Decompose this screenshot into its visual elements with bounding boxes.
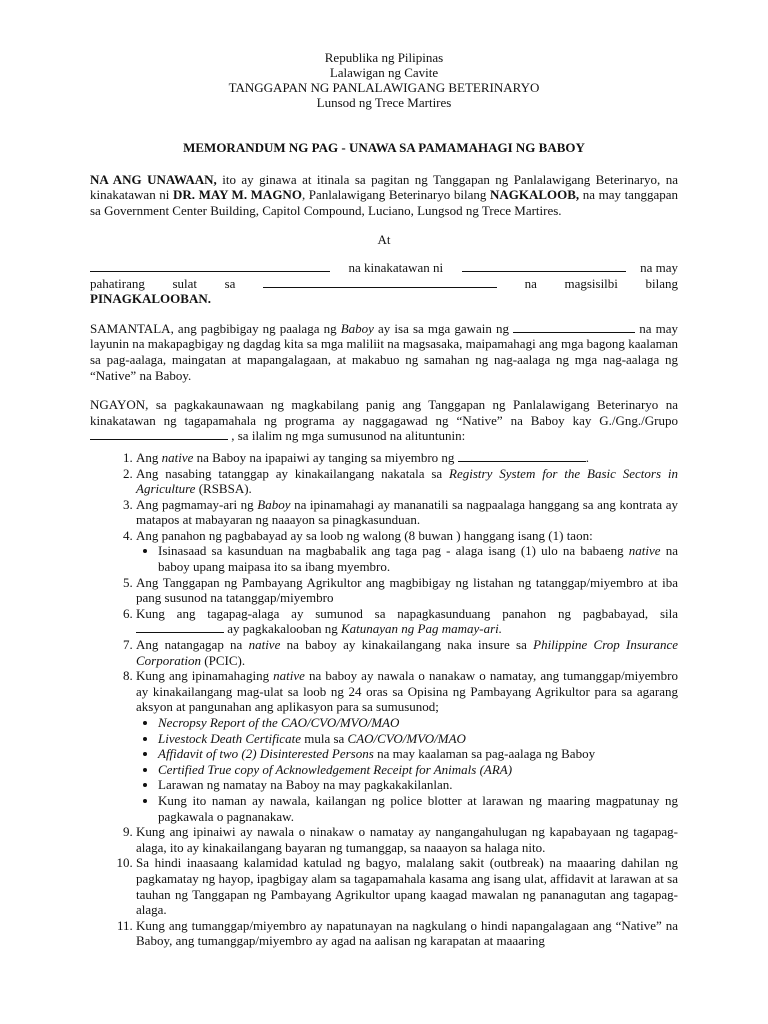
- item-italic-text: native: [273, 668, 305, 684]
- sub-list-item: [158, 543, 678, 574]
- item-italic-text: Katunayan ng Pag mamay-ari.: [340, 621, 503, 637]
- list-item: [136, 450, 678, 466]
- blank-line: [90, 428, 228, 440]
- list-item: [136, 497, 678, 528]
- item-italic-text: Baboy: [257, 496, 291, 512]
- list-item: [136, 528, 678, 575]
- sub-list-item: [158, 793, 678, 824]
- item-italic-text: Affidavit of two (2) Disinterested Persons: [158, 746, 374, 762]
- intro-lead: NA ANG UNAWAAN,: [90, 171, 217, 187]
- item-text: mula sa: [300, 730, 348, 746]
- list-item: [136, 466, 678, 497]
- item-text: na baboy ay nawala o nanakaw o namatay, ang tumanggap/miyembro ay kinakailangang mag-ulat sa loob ng 24 oras sa Opisina ng Pambayang Agrikultor para sa agarang aksyon at pangunahan ang aplikasyon para sa sumusunod;: [136, 668, 678, 715]
- item-text: na Baboy na ipapaiwi ay tanging sa miyembro ng: [193, 449, 458, 465]
- list-item: [136, 918, 678, 949]
- sub-list-item: [158, 746, 678, 762]
- list-item: [136, 824, 678, 855]
- item-text: Ang Tanggapan ng Pambayang Agrikultor ang magbibigay ng listahan ng tatanggap/miyembro at iba pang susunod na tatanggap/miyembro: [136, 574, 678, 606]
- para-text: ay isa sa mga gawain ng: [373, 320, 514, 336]
- item-text: (RSBSA).: [195, 481, 252, 497]
- list-item: [136, 855, 678, 917]
- party-text: sa: [224, 275, 236, 291]
- item-text: Kung ito naman ay nawala, kailangan ng police blotter at larawan ng maaring magpatunay ng pagkawala o pagnanakaw.: [158, 792, 678, 824]
- item-text: Kung ang tumanggap/miyembro ay napatunayan na nagkulang o hindi napangalagaan ang “Native” na Baboy, ang tumanggap/miyembro ay agad na aalisan ng karapatan at maaaring: [136, 917, 678, 949]
- item-italic-text: native: [161, 449, 194, 465]
- item-text: na baboy upang maipasa ito sa ibang myembro.: [158, 543, 678, 575]
- sub-list-item: [158, 715, 678, 731]
- header-city: Lunsod ng Trece Martires: [316, 95, 452, 110]
- item-italic-text: Certified True copy of Acknowledgement Receipt for Animals (ARA): [158, 761, 513, 777]
- blank-line: [136, 621, 224, 633]
- item-italic-text: native: [628, 543, 661, 559]
- sub-list: [136, 543, 678, 574]
- sub-list-item: [158, 777, 678, 793]
- item-text: Larawan ng namatay na Baboy na may pagkakakilanlan.: [158, 777, 453, 793]
- item-italic-text: Necropsy Report of the CAO/CVO/MVO/MAO: [158, 715, 400, 730]
- header-office: TANGGAPAN NG PANLALAWIGANG BETERINARYO: [228, 80, 540, 95]
- list-item: [136, 575, 678, 606]
- item-text: na baboy ay kinakailangang naka insure sa: [280, 637, 534, 653]
- samantala-paragraph: [90, 321, 678, 383]
- item-text: Ang natangagap na: [136, 637, 249, 653]
- ngayon-paragraph: [90, 397, 678, 444]
- header-province: Lalawigan ng Cavite: [329, 65, 439, 80]
- blank-line: [458, 450, 586, 462]
- veterinarian-name: DR. MAY M. MAGNO: [172, 187, 302, 203]
- sub-list-item: [158, 731, 678, 747]
- para-text: na may layunin na makapagbigay ng dagdag kita sa mga maliliit na magsasaka, maipamahagi ang mga bagong kaalaman sa pag-aalaga, maingatan at mapangalagaan, at makabuo ng samahan ng nag-aalaga ng mga nag-aalaga ng “Native” na Baboy.: [90, 320, 679, 383]
- party-text: pahatirang: [90, 275, 145, 291]
- party-text: sulat: [172, 275, 198, 291]
- item-text: .: [585, 449, 589, 465]
- header-republic: Republika ng Pilipinas: [324, 50, 444, 65]
- intro-text: na may tanggapan sa Government Center Building, Capitol Compound, Luciano, Lungsod ng Trece Martires.: [90, 187, 678, 218]
- second-party-line1: [90, 260, 678, 276]
- item-text: Kung ang tagapag-alaga ay sumunod sa napagkasunduang panahon ng pagbabayad, sila: [136, 605, 678, 621]
- item-italic-text: Philippine Crop Insurance Corporation: [136, 637, 678, 668]
- item-text: (PCIC).: [201, 652, 246, 668]
- item-italic-text: Livestock Death Certificate: [158, 730, 301, 746]
- grantor-role: NAGKALOOB,: [489, 187, 580, 203]
- item-text: Sa hindi inaasaang kalamidad katulad ng bagyo, malalang sakit (outbreak) na maaaring dahilan ng pagkamatay ng hayop, ipagbigay alam sa tagapamahala kasama ang isang ulat, affidavit at larawan at sa tauhan ng Tanggapan ng Pambayang Agrikultor upang kaagad mawalan ng pananagutan ang tagapag-alaga.: [136, 855, 678, 918]
- item-italic-text: Registry System for the Basic Sectors in Agriculture: [136, 465, 678, 497]
- party-text: na may: [640, 259, 678, 275]
- document-header: [90, 50, 678, 110]
- intro-text: , Panlalawigang Beterinaryo bilang: [301, 187, 490, 203]
- blank-line: [263, 276, 497, 288]
- party-text: bilang: [645, 275, 678, 291]
- para-italic: Baboy: [340, 320, 374, 336]
- item-text: Ang: [136, 449, 162, 465]
- intro-text: ito ay ginawa at itinala sa pagitan ng Tanggapan ng Panlalawigang Beterinaryo, na kinakatawan ni: [90, 171, 678, 203]
- party-text: magsisilbi: [564, 275, 618, 291]
- list-item: [136, 606, 678, 637]
- second-party-line2: [90, 276, 678, 292]
- item-text: Isinasaad sa kasunduan na magbabalik ang taga pag - alaga isang (1) ulo na babaeng: [158, 543, 629, 559]
- item-text: Ang nasabing tatanggap ay kinakailangang nakatala sa: [136, 465, 450, 481]
- item-text: Kung ang ipinaiwi ay nawala o ninakaw o namatay ay nangangahulugan ng kapabayaan ng tagapag-alaga, ito ay kinakailangang bayaran ng tumanggap, sa naaayon sa halaga nito.: [136, 824, 678, 855]
- item-text: Ang pagmamay-ari ng: [136, 496, 258, 512]
- para-text: SAMANTALA, ang pagbibigay ng paalaga ng: [90, 320, 341, 336]
- grantee-role: PINAGKALOOBAN.: [90, 291, 211, 307]
- sub-list-item: [158, 762, 678, 778]
- document-title: MEMORANDUM NG PAG - UNAWA SA PAMAMAHAGI NG BABOY: [183, 140, 585, 155]
- list-item: [136, 668, 678, 824]
- intro-paragraph: [90, 172, 678, 219]
- item-text: na may kaalaman sa pag-aalaga ng Baboy: [373, 746, 596, 762]
- rules-list: [90, 450, 678, 949]
- item-text: ay pagkakalooban ng: [224, 621, 341, 637]
- party-text: na kinakatawan ni: [348, 259, 444, 275]
- item-italic-text: CAO/CVO/MVO/MAO: [347, 730, 466, 746]
- item-text: na ipinamahagi ay mananatili sa nagpaalaga hanggang sa ang kontrata ay matapos at mabayaran ng naaayon sa pinagkasunduan.: [136, 496, 678, 528]
- item-text: Ang panahon ng pagbabayad ay sa loob ng walong (8 buwan ) hanggang isang (1) taon:: [136, 527, 593, 543]
- blank-line: [462, 260, 626, 272]
- party-text: na: [524, 275, 537, 291]
- list-item: [136, 637, 678, 668]
- para-text: , sa ilalim ng mga sumusunod na alituntunin:: [228, 428, 466, 444]
- blank-line: [513, 321, 635, 333]
- sub-list: [136, 715, 678, 824]
- blank-line: [90, 260, 330, 272]
- para-text: NGAYON, sa pagkakaunawaan ng magkabilang panig ang Tanggapan ng Panlalawigang Beterinaryo na kinakatawan ng tagapamahala ng programa ay naggagawad ng “Native” na Baboy kay G./Gng./Grupo: [90, 397, 678, 428]
- at-separator: At: [377, 232, 391, 248]
- item-text: Kung ang ipinamahaging: [136, 668, 274, 684]
- item-italic-text: native: [248, 637, 281, 653]
